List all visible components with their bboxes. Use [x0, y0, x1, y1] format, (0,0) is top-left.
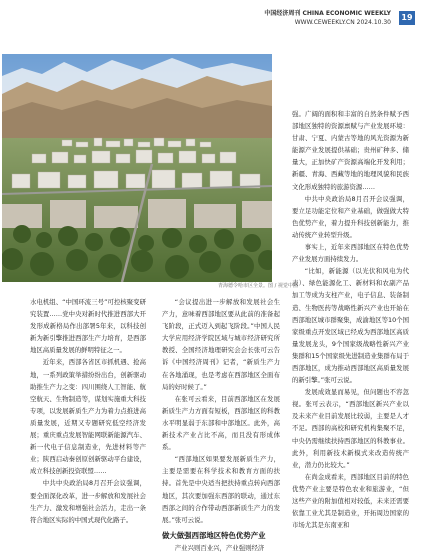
- page-number-badge: 19: [399, 11, 415, 25]
- magazine-masthead: [264, 9, 391, 27]
- paragraph: 产业兴则百业兴，产业强则经济: [174, 543, 265, 552]
- magazine-title: 中国经济周刊 CHINA ECONOMIC WEEKLY: [264, 10, 391, 17]
- paragraph: “会议提出进一步解放和发展社会生产力，意味着西部地区要从此前的准备起飞阶段，正式迈入到起飞阶段。”中国人民大学应用经济学院区域与城市经济研究所教授、全国经济地理研究会会长张可云告诉《中国经济周刊》记者，“新质生产力在各地涌现，也是考虑在西部地区全面布局的好时候了。”: [162, 298, 280, 391]
- article-column-2: [162, 296, 280, 554]
- photo-caption: 青海德令哈市区全景。图 / 视觉中国: [218, 283, 298, 289]
- article-column-3: [292, 108, 409, 531]
- paragraph: 在张可云看来，目前西部地区在发展新质生产力方面有短板，西部地区的科教水平明显弱于东部和中部地区。此外，高新技术产业占比不高，而且没有形成体系。: [162, 394, 280, 452]
- article-column-1: [30, 296, 146, 526]
- paragraph: 在尚金成看来，西部地区目前的特色优势产业主要是特色农业和旅游业，“但这些产业的附加值相对较低，未来还需要依靠工业尤其是制造业，开拓周边国家的市场尤其是东南亚和: [292, 472, 409, 530]
- paragraph: 中共中央政治局8月召开会议强调，要立足功能定位和产业基础，做强做大特色优势产业，着力提升科技创新能力，推动传统产业转型升级。: [292, 194, 409, 239]
- issue-date-line: WWW.CEWEEKLY.CN 2024.10.30: [294, 19, 391, 26]
- section-subheading: 做大做强西部地区特色优势产业: [162, 530, 266, 540]
- paragraph: 中共中央政治局8月召开会议强调，要全面深化改革，进一步解放和发展社会生产力、激发和增强社会活力，走出一条符合地区实际的中国式现代化路子。: [30, 479, 146, 524]
- paragraph: 强。广阔的面积和丰富的自然条件赋予西部地区独特的资源禀赋与产业发展环境：甘肃、宁夏、内蒙古等地的风光资源为新能源产业发展提供基础；贵州矿种多、储量大，正加快矿产资源高端化开发利用；新疆、青海、西藏等地的地理风貌和民族文化形成独特的旅游资源……: [292, 110, 409, 191]
- paragraph: “比如，新能源（以光伏和风电为代表）、绿色能源化工、新材料和农副产品加工等成为支柱产业，电子信息、装备制造、生物医药等战略性新兴产业也开始在西部地区城市群聚集，成渝地区等10个国家级重点开发区域已经成为西部地区高质量发展龙头，9个国家级战略性新兴产业集群和15个国家级先进制造业集群布局于西部地区，成为推动西部地区高质量发展的新引擎。”张可云说。: [292, 267, 409, 385]
- photo-illustration: [2, 54, 272, 282]
- paragraph: 近年来，西部各省区市抓机遇、抢高地，一系列政策举措纷纷出台，创新驱动助推生产力之变：四川围绕人工智能、航空航天、生物制造等，谋划实施重大科技专项，以发展新质生产力为着力点推进高质量发展，近期又专题研究低空经济发展；重庆重点发展智能网联新能源汽车、新一代电子信息制造业，先进材料等产业；陕西启动秦创原创新驱动平台建设，成立科技创新投资联盟……: [30, 358, 146, 476]
- paragraph: 水电机组、“中国环流三号”可控核聚变研究装置……党中央对新时代推进西部大开发形成新格局作出部署5年来，以科技创新为新引擎推进西部生产力培育，是西部地区高质量发展的鲜明特征之一。: [30, 298, 146, 355]
- paragraph: “西部地区如果要发展新质生产力，主要是需要在科学技术和教育方面的扶持。首先是中央适当把扶持重点转向西部地区，其次要加强东西部的联动，通过东西部之间的合作带动西部新质生产力的发展。”张可云说。: [162, 455, 280, 524]
- city-panorama-photo: [2, 54, 272, 282]
- page-header: [0, 0, 427, 40]
- paragraph: 发展成效显而易见，但问题也不容忽视。张可云表示，“西部地区新兴产业以及未来产业目前发展比较弱，主要是人才不足。西部的高校和研究机构集聚不足，中央仍需继续扶持西部地区的科教事业。此外，利用新技术新模式来改造传统产业，潜力仍比较大。”: [292, 388, 409, 469]
- paragraph: 事实上，近年来西部地区在特色优势产业发展方面持续发力。: [292, 243, 409, 264]
